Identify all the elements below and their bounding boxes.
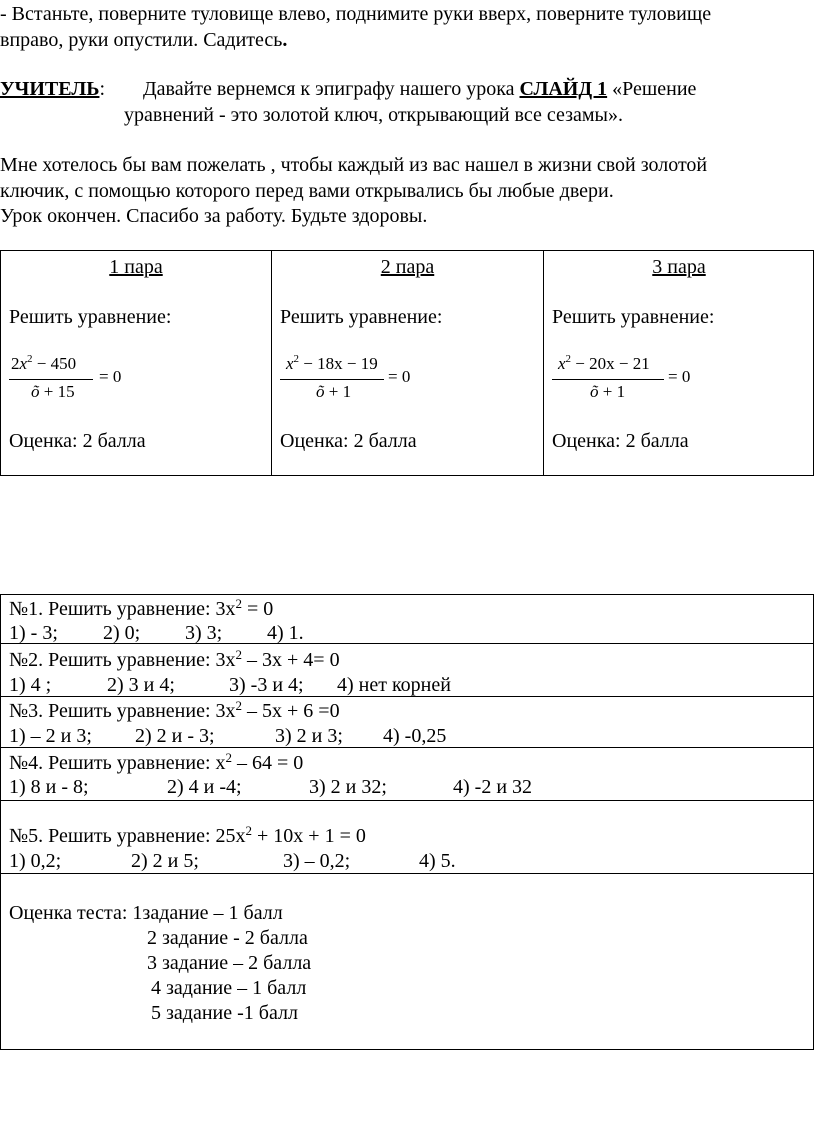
num-var: x — [19, 354, 28, 373]
question-2 — [9, 648, 340, 672]
pair-header-text: 3 пара — [652, 256, 706, 278]
question-3 — [9, 699, 340, 723]
answer-option: 4) 1. — [267, 622, 304, 644]
question-text-end: – 3x + 4= 0 — [242, 649, 340, 671]
num-rest: − 20x − 21 — [571, 354, 650, 373]
teacher-label-text: УЧИТЕЛЬ — [0, 78, 100, 100]
teacher-text: Давайте вернемся к эпиграфу нашего урока — [143, 78, 515, 100]
num-pow: 2 — [27, 353, 33, 365]
question-text: №5. Решить уравнение: 25x — [9, 825, 246, 847]
teacher-quote-line-2: уравнений - это золотой ключ, открывающий все сезамы». — [124, 104, 623, 126]
equation-rhs: = 0 — [99, 367, 122, 386]
den-var: õ — [590, 382, 599, 401]
pair-cell-1 — [1, 251, 271, 475]
test-grading-line: 4 задание – 1 балл — [151, 977, 307, 999]
answer-option: 4) нет корней — [337, 674, 451, 696]
wish-line-2: ключик, с помощью которого перед вами открывались бы любые двери. — [0, 180, 614, 202]
answer-option: 4) -0,25 — [383, 725, 447, 747]
equation-denominator — [31, 381, 75, 403]
den-rest: + 15 — [39, 382, 75, 401]
num-var: x — [558, 354, 566, 373]
test-row-divider — [1, 873, 813, 874]
question-5-options — [9, 849, 456, 873]
pair-header — [272, 255, 543, 279]
question-text-end: – 5x + 6 =0 — [242, 700, 340, 722]
answer-option: 1) 0,2; — [9, 850, 62, 872]
intro-line-2-end: . — [282, 29, 288, 51]
fraction-bar — [9, 379, 93, 380]
pair-header — [544, 255, 814, 279]
num-rest: − 18x − 19 — [299, 354, 378, 373]
question-4-options — [9, 775, 532, 799]
question-1 — [9, 597, 273, 621]
answer-option: 3) – 0,2; — [283, 850, 351, 872]
slide-label: СЛАЙД 1 — [519, 78, 608, 100]
question-3-options — [9, 724, 446, 748]
num-coef: 2 — [11, 354, 20, 373]
question-2-options — [9, 673, 451, 697]
pair-equation — [552, 353, 752, 405]
pair-header-text: 1 пара — [109, 256, 163, 278]
pair-grade: Оценка: 2 балла — [9, 430, 146, 452]
answer-option: 1) - 3; — [9, 622, 58, 644]
test-grading-line: 2 задание - 2 балла — [147, 927, 308, 949]
equation-numerator — [558, 353, 650, 375]
fraction-bar — [280, 379, 384, 380]
pair-header — [1, 255, 271, 279]
question-power: 2 — [245, 823, 253, 838]
equation-rhs: = 0 — [668, 367, 691, 386]
answer-option: 3) 2 и 32; — [309, 776, 387, 798]
question-text-end: – 64 = 0 — [232, 752, 304, 774]
pair-task: Решить уравнение: — [552, 306, 715, 328]
question-power: 2 — [235, 647, 243, 662]
equation-denominator — [590, 381, 625, 403]
answer-option: 2) 3 и 4; — [107, 674, 175, 696]
question-text: №2. Решить уравнение: 3x — [9, 649, 236, 671]
pair-cell-3 — [544, 251, 814, 475]
lesson-end-line: Урок окончен. Спасибо за работу. Будьте здоровы. — [0, 205, 428, 227]
equation-numerator — [11, 353, 76, 375]
num-pow: 2 — [293, 353, 300, 365]
den-rest: + 1 — [598, 382, 626, 401]
pair-grade: Оценка: 2 балла — [552, 430, 689, 452]
answer-option: 4) 5. — [419, 850, 456, 872]
num-var: x — [286, 354, 294, 373]
question-text: №3. Решить уравнение: 3x — [9, 700, 236, 722]
pair-equation — [9, 353, 209, 405]
answer-option: 3) 2 и 3; — [275, 725, 343, 747]
answer-option: 3) 3; — [185, 622, 223, 644]
num-rest: − 450 — [32, 354, 77, 373]
intro-line-2-text: вправо, руки опустили. Садитесь — [0, 29, 283, 51]
answer-option: 1) – 2 и 3; — [9, 725, 92, 747]
test-grading-label: Оценка теста: 1задание – 1 балл — [9, 902, 283, 924]
teacher-label-colon: : — [99, 78, 106, 100]
question-text-end: + 10x + 1 = 0 — [252, 825, 366, 847]
test-grading-line: 3 задание – 2 балла — [147, 952, 312, 974]
test-grading-line: 5 задание -1 балл — [151, 1002, 298, 1024]
equation-denominator — [316, 381, 351, 403]
den-var: õ — [316, 382, 325, 401]
question-text-end: = 0 — [242, 598, 274, 620]
num-pow: 2 — [565, 353, 572, 365]
wish-line-1: Мне хотелось бы вам пожелать , чтобы каждый из вас нашел в жизни свой золотой — [0, 154, 708, 176]
answer-option: 2) 0; — [103, 622, 141, 644]
quote-start: «Решение — [612, 78, 697, 100]
intro-line-2 — [0, 28, 287, 52]
pairs-table — [0, 250, 814, 476]
pair-grade: Оценка: 2 балла — [280, 430, 417, 452]
intro-line-1: - Встаньте, поверните туловище влево, поднимите руки вверх, поверните туловище — [0, 3, 712, 25]
test-row-divider — [1, 800, 813, 801]
answer-option: 2) 2 и 5; — [131, 850, 199, 872]
question-power: 2 — [235, 698, 243, 713]
test-table — [0, 594, 814, 1050]
answer-option: 2) 2 и - 3; — [135, 725, 215, 747]
answer-option: 2) 4 и -4; — [167, 776, 242, 798]
question-5 — [9, 824, 366, 848]
pair-cell-2 — [272, 251, 543, 475]
equation-rhs: = 0 — [388, 367, 411, 386]
answer-option: 1) 8 и - 8; — [9, 776, 89, 798]
fraction-bar — [552, 379, 664, 380]
den-var: õ — [31, 382, 40, 401]
den-rest: + 1 — [324, 382, 352, 401]
pair-equation — [280, 353, 480, 405]
question-power: 2 — [235, 596, 243, 611]
question-1-options — [9, 621, 304, 645]
answer-option: 1) 4 ; — [9, 674, 52, 696]
question-text: №4. Решить уравнение: x — [9, 752, 226, 774]
answer-option: 3) -3 и 4; — [229, 674, 304, 696]
question-text: №1. Решить уравнение: 3x — [9, 598, 236, 620]
question-power: 2 — [225, 750, 233, 765]
equation-numerator — [286, 353, 378, 375]
teacher-label — [0, 77, 105, 101]
pair-task: Решить уравнение: — [9, 306, 172, 328]
answer-option: 4) -2 и 32 — [453, 776, 533, 798]
teacher-quote-line-1 — [143, 77, 696, 101]
pair-task: Решить уравнение: — [280, 306, 443, 328]
pair-header-text: 2 пара — [380, 256, 435, 278]
question-4 — [9, 751, 303, 775]
